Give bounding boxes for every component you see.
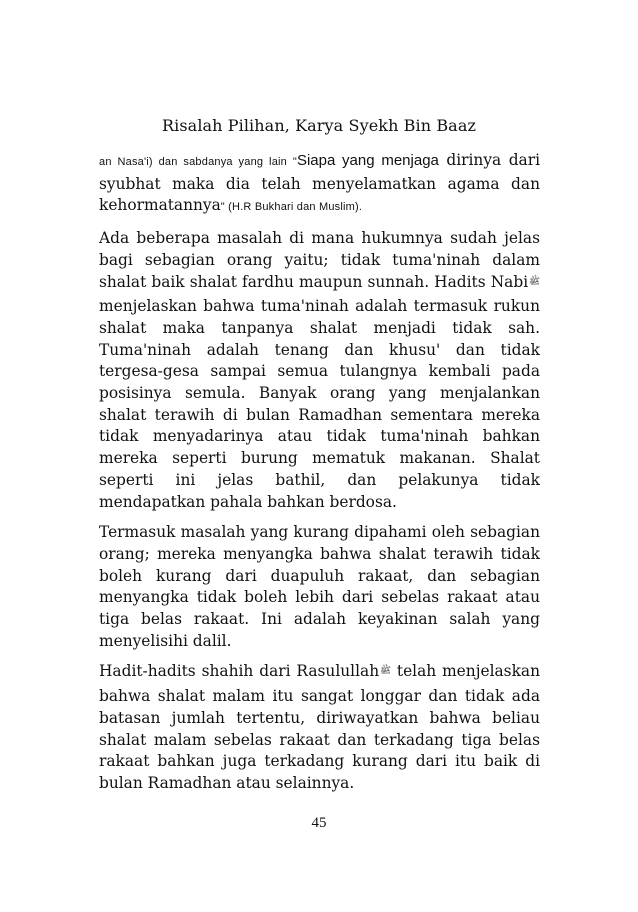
citation-lead: an Nasa'i) dan sabdanya yang lain " bbox=[99, 156, 297, 168]
page-number: 45 bbox=[311, 815, 327, 831]
paragraph-text: Ada beberapa masalah di mana hukumnya sudah jelas bagi sebagian orang yaitu; tidak tuma'ninah dalam shalat baik shalat fardhu maupun sunnah. Hadits Nabi bbox=[99, 229, 540, 291]
hadith-quote-start: Siapa yang menjaga bbox=[296, 152, 439, 169]
paragraph-text: Hadit-hadits shahih dari Rasulullah bbox=[99, 662, 380, 681]
paragraph-text: telah menjelaskan bahwa shalat malam itu sangat longgar dan tidak ada batasan jumlah tertentu, diriwayatkan bahwa beliau shalat malam sebelas rakaat dan terkadang tiga belas rakaat bahkan juga terkadang kurang dari itu baik di bulan Ramadhan atau selainnya. bbox=[99, 662, 540, 792]
paragraph-tumaninah bbox=[99, 228, 540, 513]
paragraph-terawih-count: Termasuk masalah yang kurang dipahami oleh sebagian orang; mereka menyangka bahwa shalat terawih tidak boleh kurang dari duapuluh rakaat, dan sebagian menyangka tidak boleh lebih dari sebelas rakaat atau tiga belas rakaat. Ini adalah keyakinan salah yang menyelisihi dalil. bbox=[99, 523, 540, 650]
running-header: Risalah Pilihan, Karya Syekh Bin Baaz bbox=[162, 116, 476, 135]
salawat-symbol: ﷺ bbox=[529, 276, 540, 287]
hadith-quote-text: dirinya dari syubhat maka dia telah menyelamatkan agama dan kehormatannya bbox=[99, 151, 540, 215]
paragraph-text: menjelaskan bahwa tuma'ninah adalah termasuk rukun shalat maka tanpanya shalat menjadi tidak sah. Tuma'ninah adalah tenang dan khusu' dan tidak tergesa-gesa sampai semua tulangnya kembali pada posisinya semula. Banyak orang yang menjalankan shalat terawih di bulan Ramadhan sementara mereka tidak menyadarinya atau tidak tuma'ninah bahkan mereka seperti burung mematuk makanan. Shalat seperti ini jelas bathil, dan pelakunya tidak mendapatkan pahala bahkan berdosa. bbox=[99, 297, 540, 511]
body-text bbox=[99, 150, 540, 804]
paragraph-night-prayer bbox=[99, 661, 540, 794]
citation-source: " (H.R Bukhari dan Muslim). bbox=[220, 201, 363, 214]
paragraph-hadith-quote bbox=[99, 150, 540, 219]
salawat-symbol: ﷺ bbox=[380, 666, 391, 677]
